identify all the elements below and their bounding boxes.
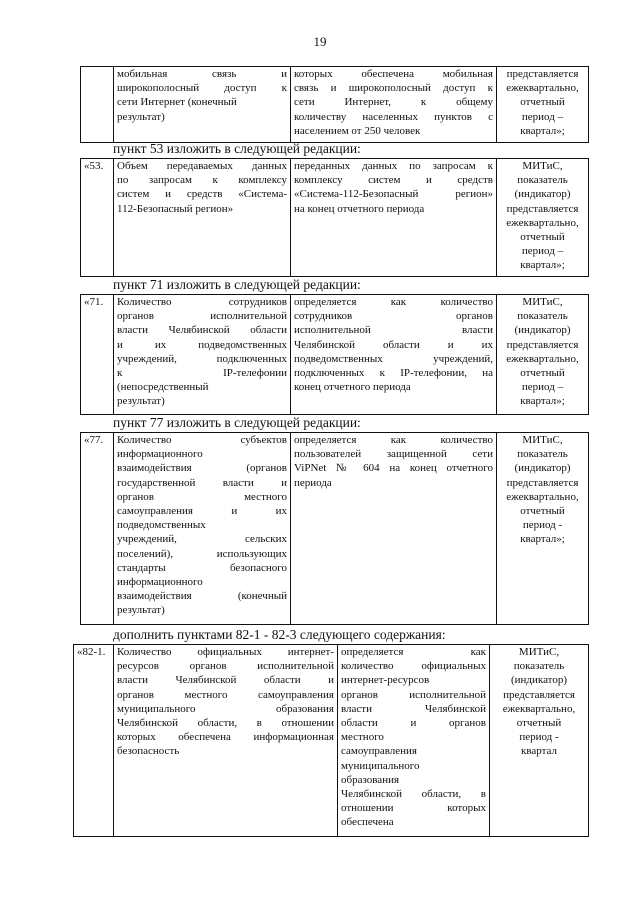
cell-line: показатель xyxy=(517,174,568,187)
cell-line: результат) xyxy=(117,604,165,617)
cell-line: определяется как количество xyxy=(294,296,493,308)
cell-line: (непосредственный xyxy=(117,381,209,394)
table-row xyxy=(81,67,589,143)
cell-line: Челябинской области и их xyxy=(294,338,493,351)
cell-number: «71. xyxy=(81,295,114,415)
cell-line: период - xyxy=(519,731,559,744)
cell-line: населением от 250 человек xyxy=(294,124,421,137)
cell-line: области и органов xyxy=(341,717,486,730)
cell-line: ежеквартально, xyxy=(506,352,579,365)
cell-line: МИТиС, xyxy=(522,434,563,446)
cell-line: отчетный xyxy=(520,367,565,380)
cell-line: власти Челябинской области и xyxy=(117,674,334,687)
cell-line: сотрудников органов xyxy=(294,310,493,323)
cell-line: Количество сотрудников xyxy=(117,296,287,308)
cell-line: органов исполнительной xyxy=(341,688,486,701)
cell-line: конец отчетного периода xyxy=(294,381,411,394)
cell-line: ежеквартально, xyxy=(506,82,579,95)
table-row xyxy=(81,433,589,625)
cell-line: сети Интернет, к общему xyxy=(294,96,493,109)
cell-line: информационного xyxy=(117,448,203,461)
table-item-82 xyxy=(73,644,589,837)
cell-line: самоуправления xyxy=(341,745,417,758)
cell-line: отчетный xyxy=(520,231,565,244)
cell-line: которых обеспечена мобильная xyxy=(294,68,493,80)
cell-line: периода xyxy=(294,476,332,489)
cell-line: Объем передаваемых данных xyxy=(117,160,287,172)
cell-line: квартал»; xyxy=(520,395,565,408)
cell-method xyxy=(291,67,497,143)
cell-indicator xyxy=(114,159,291,277)
cell-line: результат) xyxy=(117,395,165,408)
cell-indicator xyxy=(114,433,291,625)
cell-line: систем и средств «Система- xyxy=(117,188,287,201)
cell-line: 112-Безопасный регион» xyxy=(117,202,234,215)
cell-line: ежеквартально, xyxy=(502,702,576,715)
cell-number: «53. xyxy=(81,159,114,277)
cell-line: власти Челябинской области xyxy=(117,324,287,337)
cell-line: муниципального xyxy=(341,759,420,772)
cell-line: ресурсов органов исполнительной xyxy=(117,660,334,673)
cell-method xyxy=(291,295,497,415)
cell-line: учреждений, сельских xyxy=(117,533,287,546)
cell-line: отчетный xyxy=(520,96,565,109)
cell-line: МИТиС, xyxy=(518,646,560,658)
cell-line: показатель xyxy=(517,448,568,461)
cell-line: показатель xyxy=(513,660,565,673)
cell-line: представляется xyxy=(506,476,579,489)
cell-line: квартал xyxy=(520,745,558,758)
cell-line: государственной власти и xyxy=(117,476,287,489)
cell-line: представляется xyxy=(506,338,579,351)
cell-method xyxy=(338,645,490,837)
cell-line: МИТиС, xyxy=(522,296,563,308)
cell-line: квартал»; xyxy=(520,124,565,137)
cell-line: подведомственных учреждений, xyxy=(294,352,493,365)
cell-source xyxy=(497,159,589,277)
cell-line: широкополосный доступ к xyxy=(117,82,287,95)
cell-line: количеству населенных пунктов с xyxy=(294,110,493,123)
cell-line: местного xyxy=(341,731,384,744)
cell-line: власти Челябинской xyxy=(341,702,486,715)
cell-line: Количество официальных интернет- xyxy=(117,646,334,658)
cell-indicator xyxy=(114,295,291,415)
cell-line: исполнительной власти xyxy=(294,324,493,337)
cell-line: образования xyxy=(341,773,400,786)
cell-line: отчетный xyxy=(520,505,565,518)
cell-line: поселений), использующих xyxy=(117,547,287,560)
cell-line: представляется xyxy=(506,202,579,215)
cell-line: квартал»; xyxy=(520,259,565,272)
cell-source xyxy=(497,295,589,415)
cell-line: отношении которых xyxy=(341,802,486,815)
cell-line: МИТиС, xyxy=(522,160,563,172)
cell-line: пользователей защищенной сети xyxy=(294,448,493,461)
cell-line: интернет-ресурсов xyxy=(341,674,430,687)
cell-number xyxy=(81,67,114,143)
heading-item-77: пункт 77 изложить в следующей редакции: xyxy=(113,415,361,430)
cell-line: Челябинской области, в xyxy=(341,788,486,801)
cell-line: взаимодействия (органов xyxy=(117,462,287,475)
cell-line: органов исполнительной xyxy=(117,310,287,323)
cell-line: и их подведомственных xyxy=(117,338,287,351)
cell-line: показатель xyxy=(517,310,568,323)
cell-line: связь и широкополосный доступ к xyxy=(294,82,493,95)
cell-source xyxy=(490,645,589,837)
cell-number: «82-1. xyxy=(74,645,114,837)
cell-line: представляется xyxy=(503,688,575,701)
cell-line: Количество субъектов xyxy=(117,434,287,446)
table-item-53 xyxy=(80,158,589,277)
table-row xyxy=(81,159,589,277)
cell-line: (индикатор) xyxy=(514,324,571,337)
heading-item-53: пункт 53 изложить в следующей редакции: xyxy=(113,141,361,156)
table-item-77 xyxy=(80,432,589,625)
cell-source xyxy=(497,433,589,625)
cell-line: определяется как количество xyxy=(294,434,493,446)
cell-line: количество официальных xyxy=(341,660,486,673)
table-row xyxy=(74,645,589,837)
cell-line: подведомственных xyxy=(117,519,206,532)
cell-line: стандарты безопасного xyxy=(117,561,287,574)
cell-line: сети Интернет (конечный xyxy=(117,96,237,109)
cell-method xyxy=(291,159,497,277)
cell-line: период – xyxy=(521,381,564,394)
cell-line: переданных данных по запросам к xyxy=(294,160,493,172)
cell-line: комплексу систем и средств xyxy=(294,174,493,187)
cell-line: на конец отчетного периода xyxy=(294,202,425,215)
cell-line: самоуправления и их xyxy=(117,505,287,518)
cell-line: подключенных к IP-телефонии, на xyxy=(294,367,493,380)
cell-line: определяется как xyxy=(341,646,486,658)
cell-line: отчетный xyxy=(516,717,562,730)
cell-line: период - xyxy=(522,519,563,532)
cell-line: ViPNet № 604 на конец отчетного xyxy=(294,462,493,475)
page-number: 19 xyxy=(313,34,327,49)
cell-method xyxy=(291,433,497,625)
cell-line: период – xyxy=(521,245,564,258)
cell-line: муниципального образования xyxy=(117,702,334,715)
cell-line: (индикатор) xyxy=(514,188,571,201)
cell-line: квартал»; xyxy=(520,533,565,546)
cell-line: мобильная связь и xyxy=(117,68,287,80)
cell-line: безопасность xyxy=(117,745,180,758)
cell-line: органов местного xyxy=(117,490,287,503)
cell-line: ежеквартально, xyxy=(506,490,579,503)
cell-line: которых обеспечена информационная xyxy=(117,731,334,744)
cell-line: учреждений, подключенных xyxy=(117,352,287,365)
cell-line: информационного xyxy=(117,576,203,589)
cell-line: к IP-телефонии xyxy=(117,367,287,380)
cell-line: по запросам к комплексу xyxy=(117,174,287,187)
cell-line: «Система-112-Безопасный регион» xyxy=(294,188,493,201)
cell-line: представляется xyxy=(506,68,579,80)
cell-indicator xyxy=(114,645,338,837)
cell-line: результат) xyxy=(117,110,165,123)
cell-line: (индикатор) xyxy=(514,462,571,475)
cell-indicator xyxy=(114,67,291,143)
cell-line: органов местного самоуправления xyxy=(117,688,334,701)
cell-line: Челябинской области, в отношении xyxy=(117,717,334,730)
cell-line: взаимодействия (конечный xyxy=(117,590,287,603)
cell-source xyxy=(497,67,589,143)
cell-line: период – xyxy=(521,110,564,123)
heading-item-82: дополнить пунктами 82-1 - 82-3 следующего содержания: xyxy=(113,627,446,642)
cell-line: обеспечена xyxy=(341,816,394,829)
cell-number: «77. xyxy=(81,433,114,625)
table-continuation xyxy=(80,66,589,143)
table-row xyxy=(81,295,589,415)
cell-line: ежеквартально, xyxy=(506,216,579,229)
cell-line: (индикатор) xyxy=(510,674,568,687)
table-item-71 xyxy=(80,294,589,415)
heading-item-71: пункт 71 изложить в следующей редакции: xyxy=(113,277,361,292)
